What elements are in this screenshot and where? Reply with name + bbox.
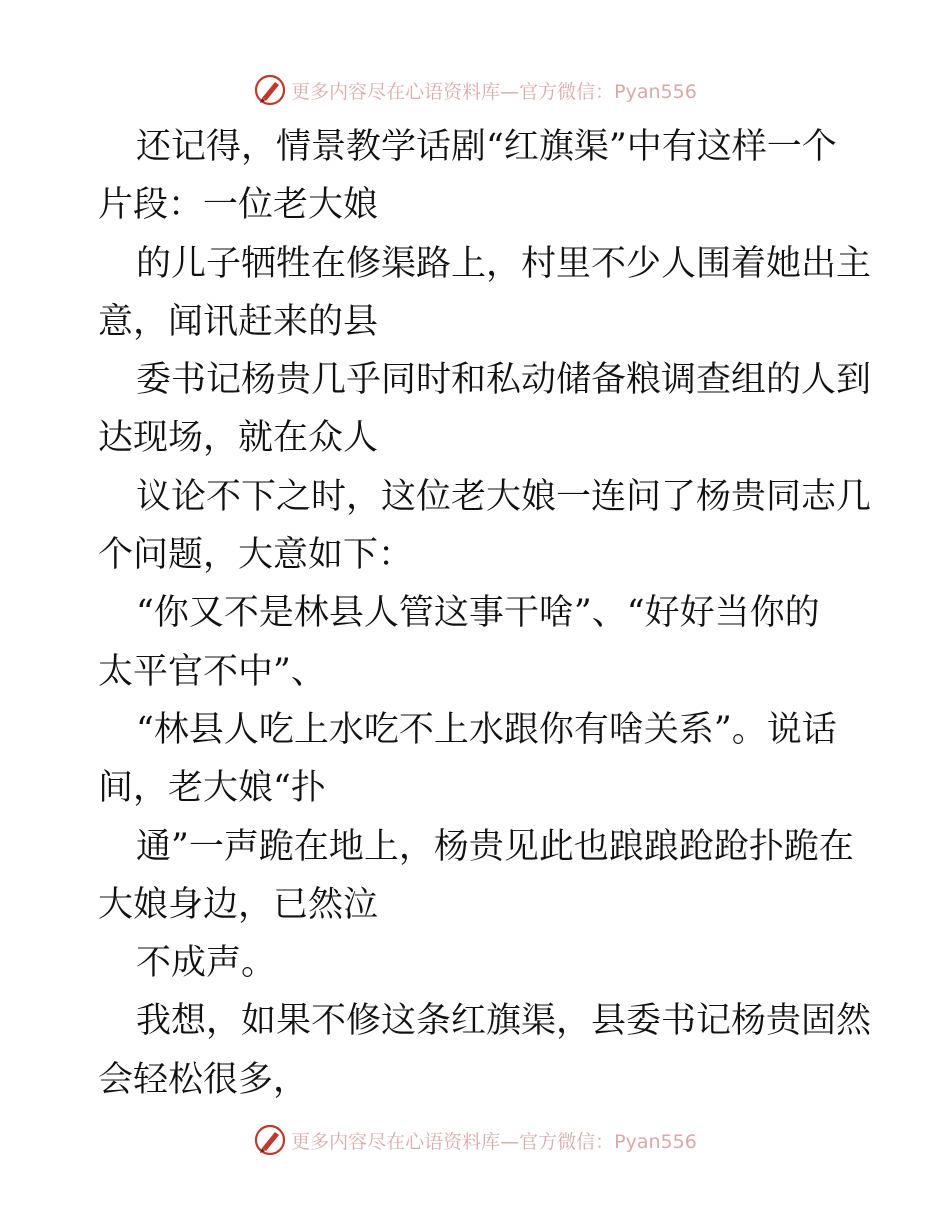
text-line: 大娘身边，已然泣 <box>98 884 379 925</box>
text-line: 的儿子牺牲在修渠路上，村里不少人围着她出主 <box>136 243 872 284</box>
document-body <box>98 118 872 1109</box>
text-line: 片段：一位老大娘 <box>98 185 379 226</box>
header-banner <box>0 70 950 110</box>
text-line: 还记得，情景教学话剧“红旗渠”中有这样一个 <box>136 127 837 167</box>
text-line: 间，老大娘“扑 <box>98 768 326 809</box>
text-line: “林县人吃上水吃不上水跟你有啥关系”。说话 <box>136 709 837 750</box>
text-line: 议论不下之时，这位老大娘一连问了杨贵同志几 <box>136 476 872 517</box>
text-line: 太平官不中”、 <box>98 651 326 692</box>
text-line: 不成声。 <box>136 943 277 984</box>
text-line: 我想，如果不修这条红旗渠，县委书记杨贵固然 <box>136 1001 872 1042</box>
text-line: “你又不是林县人管这事干啥”、“好好当你的 <box>136 593 820 634</box>
text-line: 通”一声跪在地上，杨贵见此也踉踉跄跄扑跪在 <box>136 826 854 867</box>
footer-banner-text: 更多内容尽在心语资料库—官方微信：Pyan556 <box>291 1130 697 1153</box>
text-line: 达现场，就在众人 <box>98 418 379 459</box>
text-line: 会轻松很多， <box>98 1059 309 1100</box>
header-banner-text: 更多内容尽在心语资料库—官方微信：Pyan556 <box>291 80 697 103</box>
text-line: 委书记杨贵几乎同时和私动储备粮调查组的人到 <box>136 360 872 401</box>
text-line: 个问题，大意如下： <box>98 535 414 576</box>
text-line: 意，闻讯赶来的县 <box>98 301 379 342</box>
pen-logo-icon <box>253 73 287 107</box>
pen-logo-icon <box>253 1123 287 1157</box>
footer-banner <box>0 1120 950 1160</box>
